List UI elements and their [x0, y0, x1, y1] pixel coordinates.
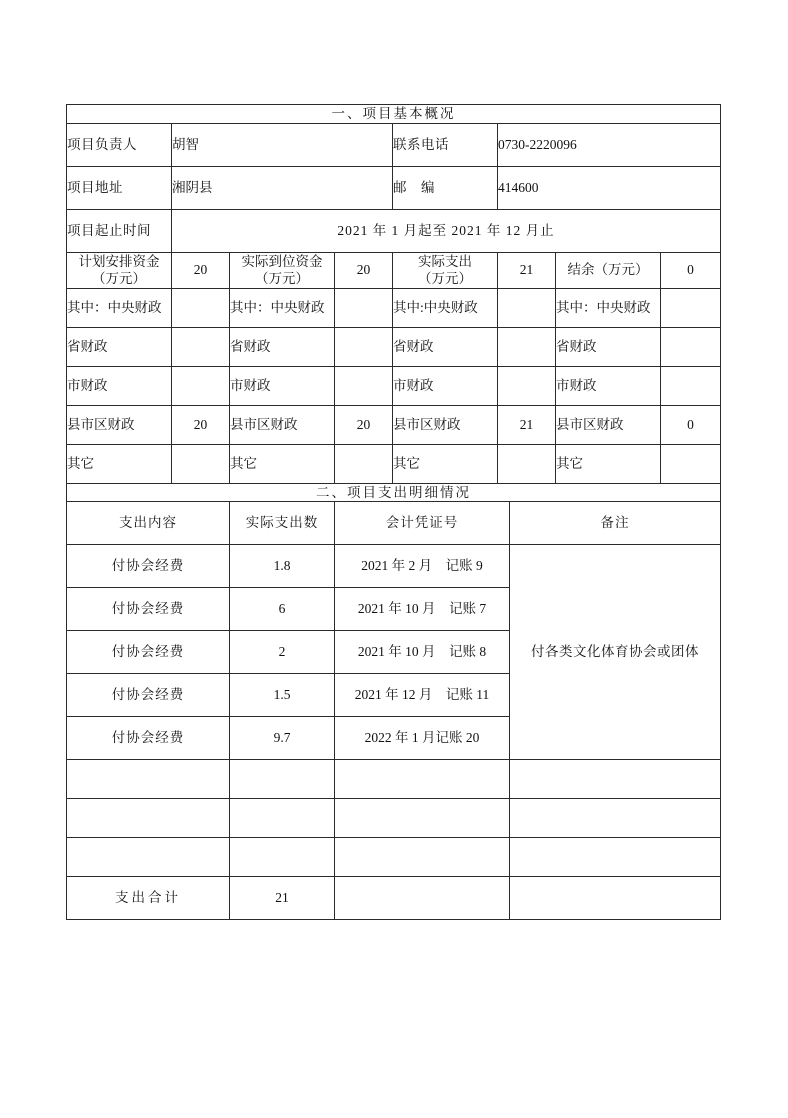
expense-voucher [335, 838, 510, 877]
col-header-content: 支出内容 [67, 502, 230, 545]
funding-value-1: 20 [172, 405, 230, 444]
funding-value-2 [335, 288, 393, 327]
expense-voucher [335, 760, 510, 799]
expense-amount: 9.7 [230, 717, 335, 760]
funding-label-1: 省财政 [67, 327, 172, 366]
funding-label-1: 其中：中央财政 [67, 288, 172, 327]
planned-value: 20 [172, 252, 230, 288]
col-header-amount: 实际支出数 [230, 502, 335, 545]
manager-label: 项目负责人 [67, 123, 172, 166]
funding-value-1 [172, 327, 230, 366]
period-label: 项目起止时间 [67, 209, 172, 252]
funding-row-county [67, 405, 721, 444]
table-row [67, 799, 721, 838]
report-sheet [66, 104, 720, 920]
funding-label-1: 其它 [67, 444, 172, 483]
expense-voucher: 2021 年 2 月 记账 9 [335, 545, 510, 588]
funding-row-central [67, 288, 721, 327]
expense-amount: 1.5 [230, 674, 335, 717]
funding-value-3 [498, 444, 556, 483]
funding-value-3 [498, 327, 556, 366]
table-row [67, 838, 721, 877]
funding-label-2: 其它 [230, 444, 335, 483]
section1-title: 一、项目基本概况 [67, 105, 721, 124]
funding-label-1: 县市区财政 [67, 405, 172, 444]
funding-label-1: 市财政 [67, 366, 172, 405]
expense-amount: 6 [230, 588, 335, 631]
project-overview-table [66, 104, 721, 502]
funding-label-4: 县市区财政 [556, 405, 661, 444]
total-label: 支出合计 [67, 877, 230, 920]
planned-label-line1: 计划安排资金 [78, 253, 160, 269]
funding-value-4 [661, 366, 721, 405]
total-voucher-empty [335, 877, 510, 920]
funding-label-2: 县市区财政 [230, 405, 335, 444]
planned-label-line2: （万元） [92, 271, 146, 287]
balance-label: 结余（万元） [556, 252, 661, 288]
funding-value-1 [172, 366, 230, 405]
manager-row [67, 123, 721, 166]
funding-value-4 [661, 288, 721, 327]
expense-content [67, 838, 230, 877]
planned-label [67, 252, 172, 288]
funding-value-3 [498, 366, 556, 405]
section2-title-row [67, 483, 721, 502]
funding-value-3: 21 [498, 405, 556, 444]
expense-content: 付协会经费 [67, 631, 230, 674]
spent-label [393, 252, 498, 288]
expense-content [67, 799, 230, 838]
funding-value-1 [172, 288, 230, 327]
funding-value-3 [498, 288, 556, 327]
expense-voucher [335, 799, 510, 838]
funding-label-2: 其中：中央财政 [230, 288, 335, 327]
manager-value: 胡智 [172, 123, 393, 166]
expense-header-row [67, 502, 721, 545]
funding-row-province [67, 327, 721, 366]
received-value: 20 [335, 252, 393, 288]
funding-label-3: 县市区财政 [393, 405, 498, 444]
funding-label-3: 其它 [393, 444, 498, 483]
funding-value-2 [335, 366, 393, 405]
expense-voucher: 2022 年 1 月记账 20 [335, 717, 510, 760]
funding-value-4 [661, 327, 721, 366]
spent-label-line2: （万元） [418, 271, 472, 287]
funding-row-city [67, 366, 721, 405]
section2-title: 二、项目支出明细情况 [67, 483, 721, 502]
expense-amount [230, 799, 335, 838]
balance-value: 0 [661, 252, 721, 288]
expense-note-empty [510, 838, 721, 877]
funding-label-3: 其中:中央财政 [393, 288, 498, 327]
expense-content: 付协会经费 [67, 588, 230, 631]
funding-label-2: 省财政 [230, 327, 335, 366]
address-label: 项目地址 [67, 166, 172, 209]
received-label-line2: （万元） [255, 271, 309, 287]
phone-label: 联系电话 [393, 123, 498, 166]
expense-amount [230, 760, 335, 799]
funding-value-2 [335, 327, 393, 366]
total-note-empty [510, 877, 721, 920]
expense-amount [230, 838, 335, 877]
phone-value: 0730-2220096 [498, 123, 721, 166]
expense-note: 付各类文化体育协会或团体 [510, 545, 721, 760]
funding-label-4: 其中：中央财政 [556, 288, 661, 327]
spent-value: 21 [498, 252, 556, 288]
table-row [67, 545, 721, 588]
table-row [67, 760, 721, 799]
expense-amount: 1.8 [230, 545, 335, 588]
section1-title-row [67, 105, 721, 124]
expense-voucher: 2021 年 10 月 记账 8 [335, 631, 510, 674]
col-header-voucher: 会计凭证号 [335, 502, 510, 545]
funding-value-4: 0 [661, 405, 721, 444]
spent-label-line1: 实际支出 [418, 253, 472, 269]
funding-value-2 [335, 444, 393, 483]
funding-label-3: 省财政 [393, 327, 498, 366]
funding-label-4: 省财政 [556, 327, 661, 366]
expense-voucher: 2021 年 10 月 记账 7 [335, 588, 510, 631]
total-row [67, 877, 721, 920]
address-row [67, 166, 721, 209]
expense-content [67, 760, 230, 799]
expense-note-empty [510, 760, 721, 799]
postcode-value: 414600 [498, 166, 721, 209]
funding-value-1 [172, 444, 230, 483]
received-label-line1: 实际到位资金 [241, 253, 323, 269]
funding-label-2: 市财政 [230, 366, 335, 405]
funding-label-4: 其它 [556, 444, 661, 483]
col-header-note: 备注 [510, 502, 721, 545]
funding-value-4 [661, 444, 721, 483]
expense-detail-table [66, 501, 721, 920]
period-value: 2021 年 1 月起至 2021 年 12 月止 [172, 209, 721, 252]
funding-label-3: 市财政 [393, 366, 498, 405]
expense-voucher: 2021 年 12 月 记账 11 [335, 674, 510, 717]
expense-content: 付协会经费 [67, 545, 230, 588]
total-value: 21 [230, 877, 335, 920]
expense-amount: 2 [230, 631, 335, 674]
address-value: 湘阴县 [172, 166, 393, 209]
amounts-row [67, 252, 721, 288]
funding-row-other [67, 444, 721, 483]
expense-content: 付协会经费 [67, 717, 230, 760]
funding-value-2: 20 [335, 405, 393, 444]
postcode-label: 邮 编 [393, 166, 498, 209]
expense-content: 付协会经费 [67, 674, 230, 717]
funding-label-4: 市财政 [556, 366, 661, 405]
expense-note-empty [510, 799, 721, 838]
received-label [230, 252, 335, 288]
period-row [67, 209, 721, 252]
